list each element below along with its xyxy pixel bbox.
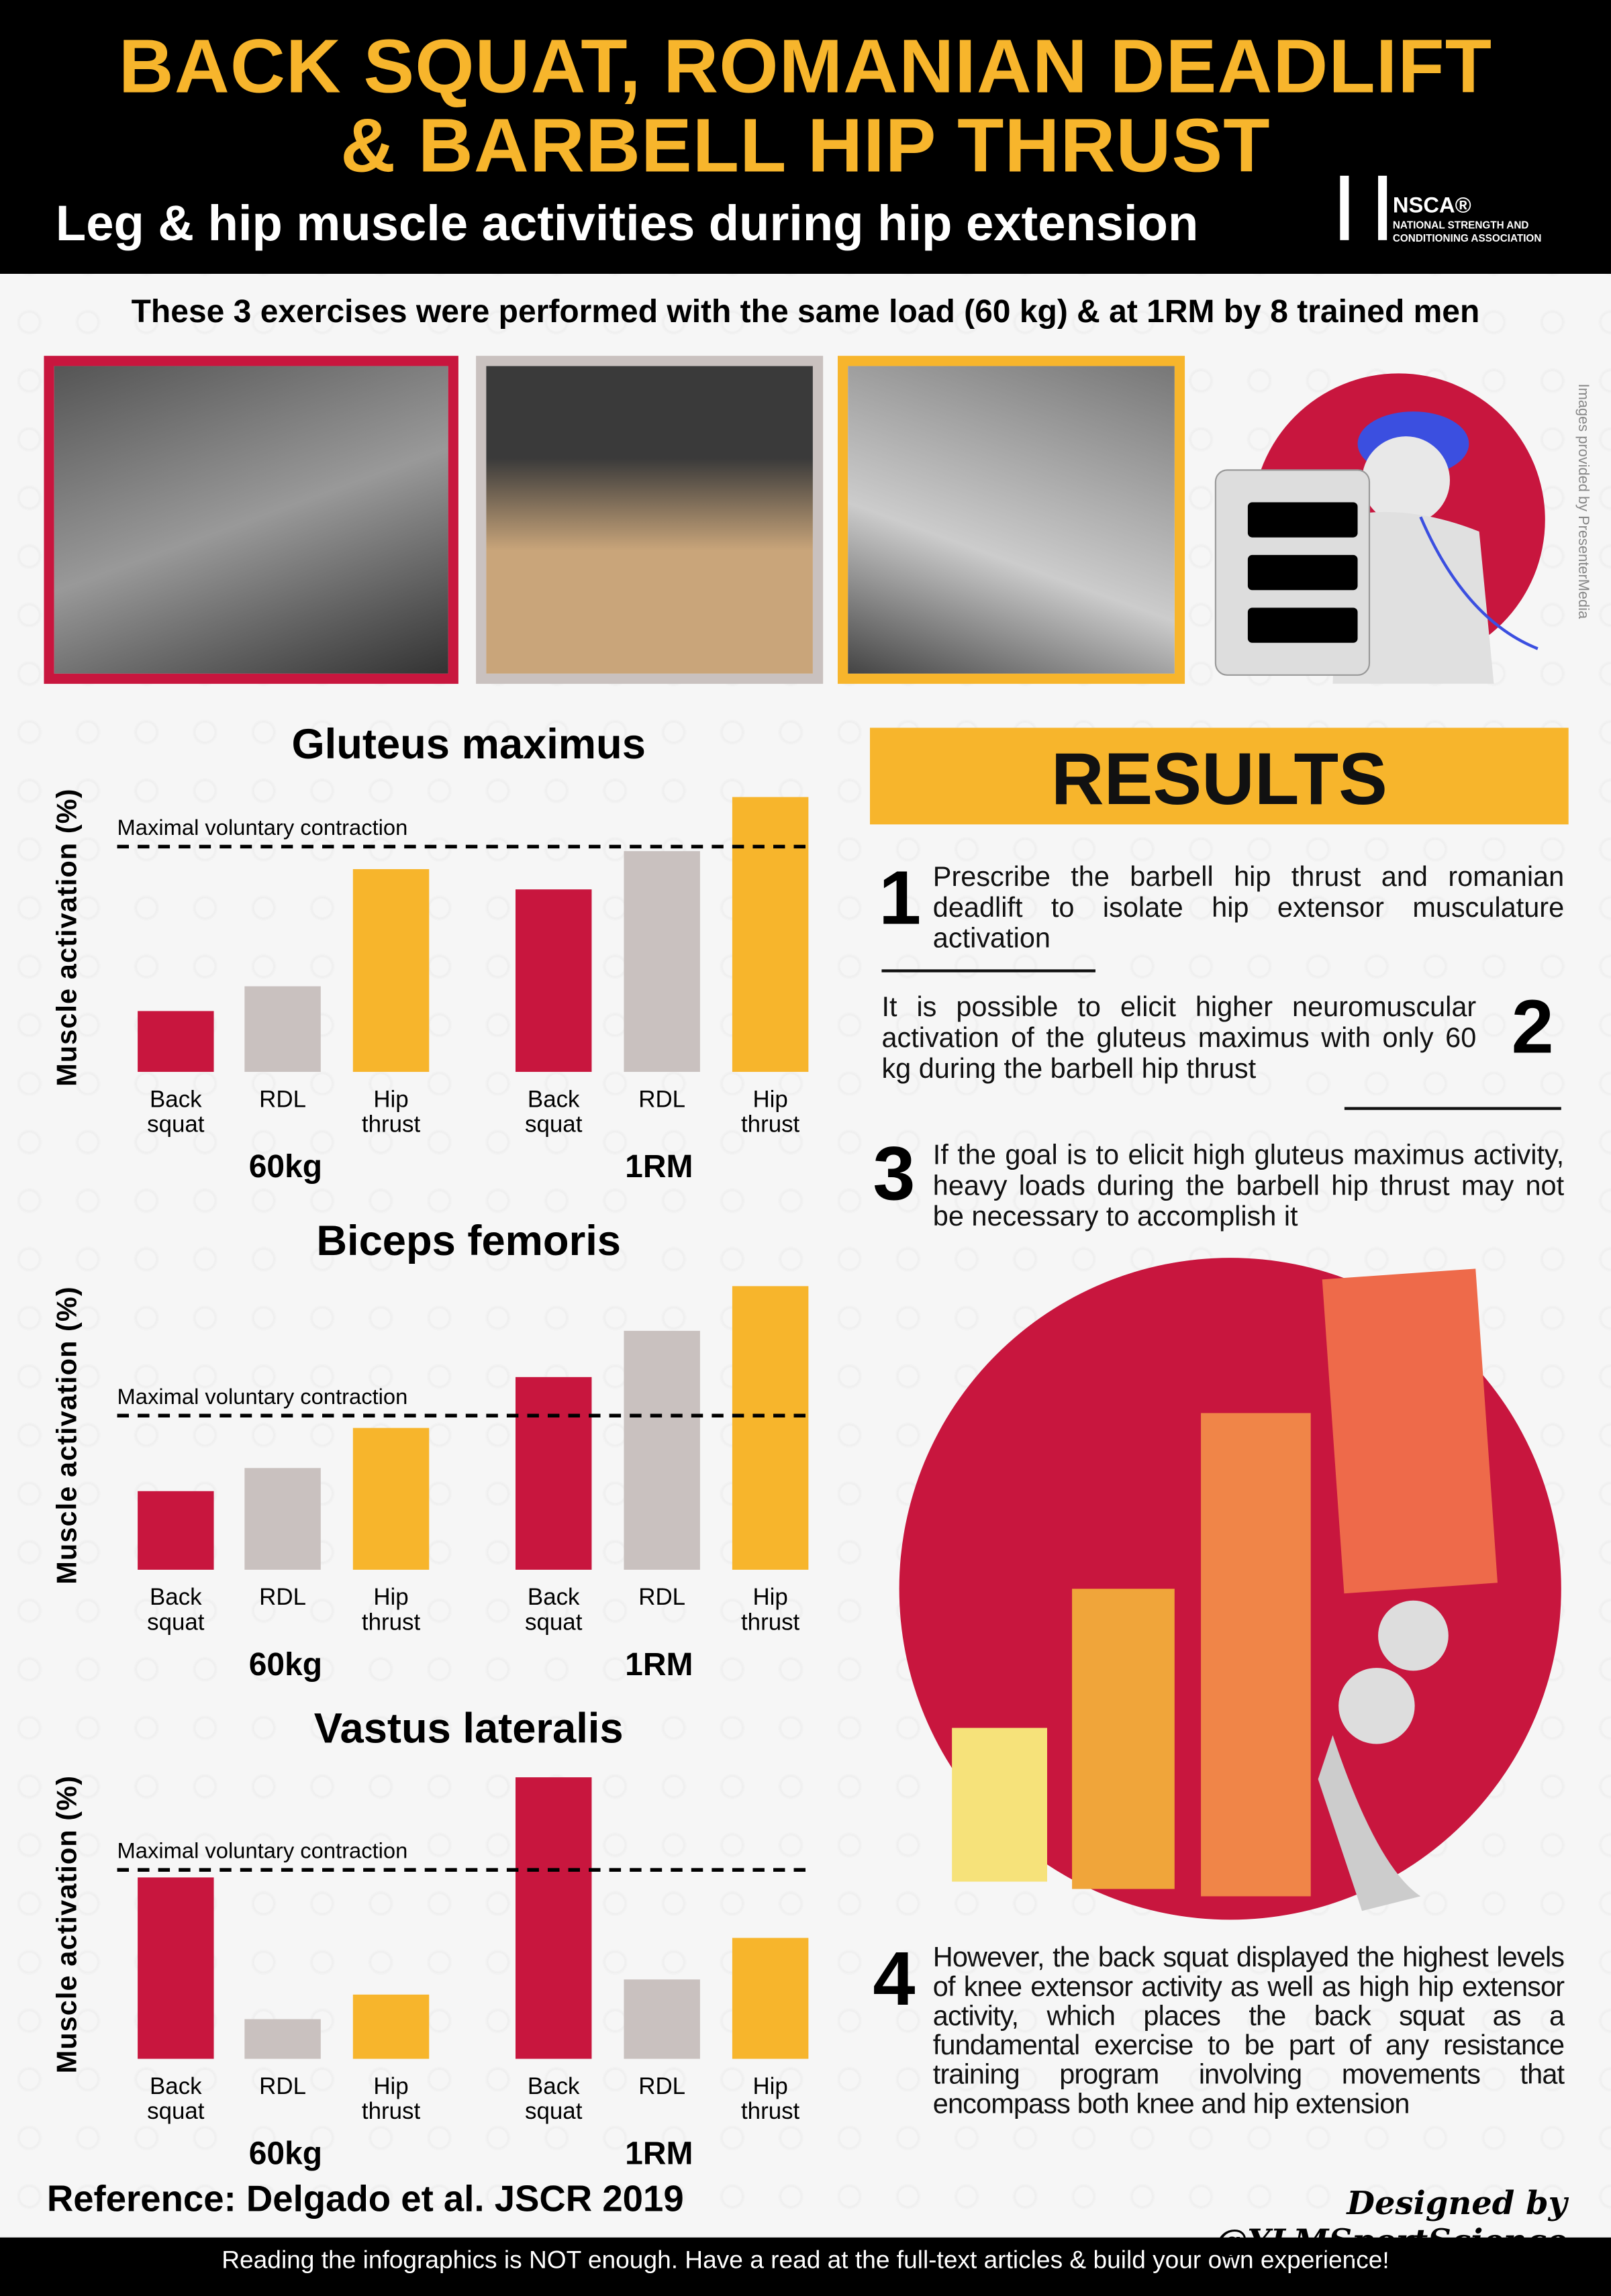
group-label: 1RM: [625, 2136, 693, 2172]
bar: [732, 1286, 808, 1570]
romanian-deadlift-photo: [476, 356, 823, 684]
x-tick-label: RDL: [638, 2073, 686, 2099]
x-tick-label: RDL: [638, 1584, 686, 1611]
bar: [244, 987, 320, 1072]
rising-bars-illustration: [893, 1252, 1567, 1926]
nsca-barbell-icon: [1340, 176, 1387, 240]
x-tick-label: squat: [525, 1609, 583, 1636]
x-tick-label: RDL: [259, 2073, 306, 2099]
chart-title: Gluteus maximus: [291, 721, 646, 769]
x-tick-label: Back: [150, 2073, 202, 2099]
y-axis-label: Muscle activation (%): [52, 788, 84, 1087]
intro-text: These 3 exercises were performed with the same load (60 kg) & at 1RM by 8 trained men: [131, 293, 1480, 330]
result-text-3: If the goal is to elicit high gluteus maximus activity, heavy loads during the barbell hip thrust may not be necessary to accomplish it: [932, 1140, 1565, 1234]
divider: [1345, 1107, 1561, 1109]
bar: [732, 797, 808, 1072]
divider: [881, 969, 1095, 972]
bar: [732, 1938, 808, 2058]
bar: [138, 1877, 213, 2058]
footer: Reading the infographics is NOT enough. Have a read at the full-text articles & build your own experience!: [0, 2238, 1611, 2296]
y-axis-label: Muscle activation (%): [52, 1775, 84, 2074]
chart-title: Biceps femoris: [316, 1218, 621, 1266]
bar: [353, 1995, 429, 2059]
coach-illustration: [1201, 356, 1553, 684]
result-text-1: Prescribe the barbell hip thrust and romanian deadlift to isolate hip extensor musculature activation: [932, 862, 1565, 955]
designed-by: Designed by @YLMSportScience: [1215, 2185, 1567, 2261]
x-tick-label: Hip: [752, 1584, 788, 1611]
bar: [244, 1468, 320, 1570]
result-number-1: 1: [879, 856, 922, 942]
nsca-sub-1: NATIONAL STRENGTH AND: [1392, 221, 1529, 232]
x-tick-label: Back: [527, 1086, 580, 1113]
group-label: 60kg: [248, 1646, 323, 1683]
x-tick-label: Back: [150, 1086, 202, 1113]
result-number-4: 4: [873, 1937, 916, 2023]
nsca-logo: [1340, 176, 1581, 249]
mvc-label: Maximal voluntary contraction: [117, 1383, 408, 1409]
bar: [138, 1011, 213, 1072]
x-tick-label: thrust: [361, 1111, 421, 1138]
x-tick-label: RDL: [259, 1584, 306, 1611]
group-label: 1RM: [625, 1149, 693, 1185]
bar: [516, 1777, 591, 2058]
x-tick-label: Hip: [752, 1086, 788, 1113]
nsca-name: NSCA®: [1392, 193, 1471, 219]
x-tick-label: Hip: [373, 1086, 409, 1113]
nsca-fullname: [1393, 219, 1541, 246]
group-label: 60kg: [248, 1149, 323, 1185]
x-tick-label: thrust: [740, 2098, 800, 2125]
bar: [138, 1491, 213, 1570]
subtitle: Leg & hip muscle activities during hip extension: [55, 196, 1199, 252]
bar-chart: [0, 1737, 835, 2205]
nsca-sub-2: CONDITIONING ASSOCIATION: [1392, 234, 1542, 245]
bar: [624, 851, 699, 1072]
bar: [353, 869, 429, 1072]
result-text-2: It is possible to elicit higher neuromuscular activation of the gluteus maximus with only 60 kg during the barbell hip thrust: [881, 993, 1477, 1085]
hip-thrust-photo: [838, 356, 1185, 684]
x-tick-label: Back: [527, 2073, 580, 2099]
title-line-1: BACK SQUAT, ROMANIAN DEADLIFT: [118, 25, 1493, 110]
x-tick-label: squat: [525, 1111, 583, 1138]
x-tick-label: Back: [527, 1584, 580, 1611]
x-tick-label: squat: [147, 1609, 205, 1636]
mvc-label: Maximal voluntary contraction: [117, 814, 408, 840]
results-heading: RESULTS: [870, 728, 1569, 824]
x-tick-label: Hip: [373, 1584, 409, 1611]
y-axis-label: Muscle activation (%): [52, 1286, 84, 1585]
title-line-2: & BARBELL HIP THRUST: [340, 103, 1271, 189]
bar: [516, 889, 591, 1072]
bar-chart: [0, 750, 835, 1218]
bar: [624, 1979, 699, 2058]
bar: [244, 2019, 320, 2058]
result-number-3: 3: [873, 1132, 916, 1217]
chart-title: Vastus lateralis: [313, 1705, 624, 1753]
x-tick-label: RDL: [638, 1086, 686, 1113]
reference: Reference: Delgado et al. JSCR 2019: [46, 2179, 684, 2220]
x-tick-label: thrust: [361, 1609, 421, 1636]
x-tick-label: Hip: [373, 2073, 409, 2099]
x-tick-label: thrust: [740, 1111, 800, 1138]
group-label: 60kg: [248, 2136, 323, 2172]
back-squat-photo: [44, 356, 458, 684]
result-number-2: 2: [1511, 985, 1554, 1070]
header: [0, 0, 1611, 274]
bar-chart: [0, 1248, 835, 1716]
image-credit: Images provided by PresenterMedia: [1574, 383, 1591, 619]
x-tick-label: thrust: [740, 1609, 800, 1636]
mvc-label: Maximal voluntary contraction: [117, 1838, 408, 1863]
result-text-4: However, the back squat displayed the highest levels of knee extensor activity as well as high hip extensor activity, which places the back squat as a fundamental exercise to be part of any resistance training program involving movements that encompass both knee and hip extension: [932, 1943, 1565, 2121]
bar: [353, 1428, 429, 1570]
x-tick-label: squat: [147, 1111, 205, 1138]
x-tick-label: RDL: [259, 1086, 306, 1113]
x-tick-label: Hip: [752, 2073, 788, 2099]
x-tick-label: thrust: [361, 2098, 421, 2125]
bar: [624, 1331, 699, 1570]
group-label: 1RM: [625, 1646, 693, 1683]
x-tick-label: squat: [147, 2098, 205, 2125]
bar: [516, 1377, 591, 1570]
x-tick-label: Back: [150, 1584, 202, 1611]
x-tick-label: squat: [525, 2098, 583, 2125]
